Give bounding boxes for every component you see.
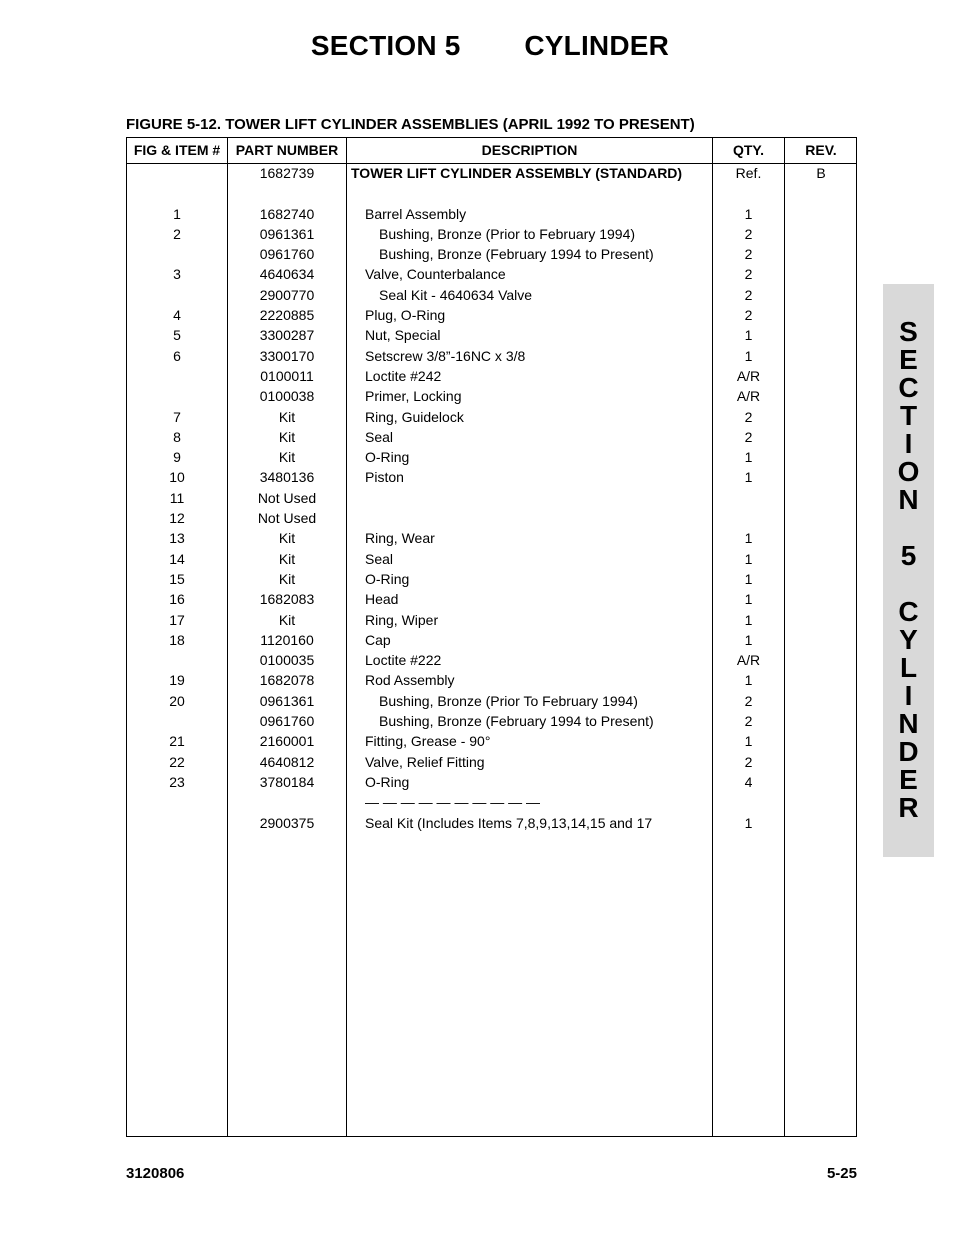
part-number-cell: 2900770 xyxy=(259,286,315,303)
table-row xyxy=(127,407,856,427)
part-number-cell: Kit xyxy=(278,570,296,587)
part-number-cell: 1682740 xyxy=(259,205,315,222)
table-row xyxy=(127,325,856,345)
description-cell: Valve, Relief Fitting xyxy=(365,753,485,770)
fig-item-cell: 19 xyxy=(169,672,185,689)
description-cell: Ring, Wear xyxy=(365,530,435,547)
qty-cell: 4 xyxy=(744,773,753,790)
table-row xyxy=(127,386,856,406)
qty-cell: 1 xyxy=(744,327,753,344)
description-cell: Valve, Counterbalance xyxy=(365,266,506,283)
part-number-cell: 3780184 xyxy=(259,773,315,790)
side-tab-spacer xyxy=(883,514,934,542)
part-number-cell: Kit xyxy=(278,530,296,547)
description-cell: Rod Assembly xyxy=(365,672,455,689)
table-row xyxy=(127,752,856,772)
side-tab-letter: I xyxy=(904,680,913,711)
table-row xyxy=(127,285,856,305)
part-number-cell: Not Used xyxy=(257,489,317,506)
part-number-cell: Kit xyxy=(278,428,296,445)
header-description: DESCRIPTION xyxy=(481,142,578,158)
description-cell: Seal xyxy=(365,550,394,567)
fig-item-cell: 3 xyxy=(173,266,181,283)
qty-cell: 1 xyxy=(744,814,753,831)
description-cell: Head xyxy=(365,591,399,608)
side-tab-letter: N xyxy=(898,484,919,515)
table-row xyxy=(127,650,856,670)
fig-item-cell: 12 xyxy=(169,510,185,527)
qty-cell: 2 xyxy=(744,428,753,445)
part-number-cell: Kit xyxy=(278,408,296,425)
description-cell: Setscrew 3/8”-16NC x 3/8 xyxy=(365,347,526,364)
description-cell: Cap xyxy=(365,631,391,648)
part-number-cell: 0961361 xyxy=(259,692,315,709)
document-number: 3120806 xyxy=(126,1165,185,1182)
description-cell: — — — — — — — — — — xyxy=(365,794,541,811)
part-number-cell: 0100038 xyxy=(259,388,315,405)
part-number-cell: 1682739 xyxy=(259,165,315,181)
fig-item-cell: 14 xyxy=(169,550,185,567)
part-number-cell: 0961361 xyxy=(259,225,315,242)
table-row xyxy=(127,549,856,569)
side-tab-letter: T xyxy=(899,400,918,431)
part-number-cell: 0100035 xyxy=(259,652,315,669)
table-row xyxy=(127,630,856,650)
part-number-cell: 0961760 xyxy=(259,713,315,730)
side-tab-letter: S xyxy=(899,316,918,347)
qty-cell: 1 xyxy=(744,591,753,608)
header-fig-item: FIG & ITEM # xyxy=(133,142,221,158)
table-row xyxy=(127,610,856,630)
part-number-cell: Kit xyxy=(278,550,296,567)
fig-item-cell: 18 xyxy=(169,631,185,648)
fig-item-cell: 5 xyxy=(173,327,181,344)
description-cell: Bushing, Bronze (Prior to February 1994) xyxy=(379,225,636,242)
description-cell: Seal Kit - 4640634 Valve xyxy=(379,286,533,303)
description-cell: Fitting, Grease - 90° xyxy=(365,733,491,750)
description-cell: Nut, Special xyxy=(365,327,441,344)
qty-cell: 2 xyxy=(744,266,753,283)
part-number-cell: 2160001 xyxy=(259,733,315,750)
table-row xyxy=(127,467,856,487)
part-number-cell: 2900375 xyxy=(259,814,315,831)
fig-item-cell: 7 xyxy=(173,408,181,425)
table-row xyxy=(127,305,856,325)
part-number-cell: 1120160 xyxy=(260,631,314,648)
qty-cell: A/R xyxy=(736,367,761,384)
qty-cell: Ref. xyxy=(735,165,762,181)
part-number-cell: Kit xyxy=(278,611,296,628)
table-row xyxy=(127,569,856,589)
side-tab-label xyxy=(883,318,934,822)
part-number-cell: 1682078 xyxy=(259,672,315,689)
description-cell: O-Ring xyxy=(365,449,410,466)
side-tab-letter: C xyxy=(898,596,919,627)
table-row xyxy=(127,691,856,711)
side-tab-letter: I xyxy=(904,428,913,459)
qty-cell: 1 xyxy=(744,530,753,547)
figure-caption: FIGURE 5-12. TOWER LIFT CYLINDER ASSEMBLIES (APRIL 1992 TO PRESENT) xyxy=(126,116,695,133)
fig-item-cell: 1 xyxy=(173,205,181,222)
fig-item-cell: 13 xyxy=(169,530,185,547)
qty-cell: 2 xyxy=(744,408,753,425)
qty-cell: 2 xyxy=(744,246,753,263)
page-number: 5-25 xyxy=(826,1165,857,1182)
qty-cell: 1 xyxy=(744,611,753,628)
table-row xyxy=(127,813,856,833)
fig-item-cell: 15 xyxy=(169,570,185,587)
table-row xyxy=(127,346,856,366)
part-number-cell: 0961760 xyxy=(259,246,315,263)
qty-cell: A/R xyxy=(736,388,761,405)
fig-item-cell: 8 xyxy=(173,428,181,445)
part-number-cell: Not Used xyxy=(257,510,317,527)
table-row xyxy=(127,447,856,467)
side-tab-spacer xyxy=(883,570,934,598)
qty-cell: 2 xyxy=(744,286,753,303)
table-row xyxy=(127,528,856,548)
side-tab-letter: D xyxy=(898,736,919,767)
table-row xyxy=(127,183,856,203)
table-row xyxy=(127,731,856,751)
qty-cell: A/R xyxy=(736,652,761,669)
description-cell: Primer, Locking xyxy=(365,388,462,405)
side-tab-letter: Y xyxy=(899,624,918,655)
fig-item-cell: 10 xyxy=(169,469,185,486)
description-cell: Bushing, Bronze (February 1994 to Present) xyxy=(379,713,654,730)
part-number-cell: 3480136 xyxy=(259,469,315,486)
rev-cell: B xyxy=(816,165,826,181)
qty-cell: 1 xyxy=(744,205,753,222)
table-body xyxy=(127,163,856,833)
fig-item-cell: 20 xyxy=(169,692,185,709)
fig-item-cell: 6 xyxy=(173,347,181,364)
qty-cell: 2 xyxy=(744,692,753,709)
fig-item-cell: 9 xyxy=(173,449,181,466)
description-cell: Loctite #242 xyxy=(365,367,442,384)
description-cell: Barrel Assembly xyxy=(365,205,467,222)
description-cell: Ring, Guidelock xyxy=(365,408,464,425)
table-row xyxy=(127,488,856,508)
description-cell: Piston xyxy=(365,469,404,486)
description-cell: TOWER LIFT CYLINDER ASSEMBLY (STANDARD) xyxy=(351,165,683,181)
qty-cell: 2 xyxy=(744,713,753,730)
description-cell: O-Ring xyxy=(365,570,410,587)
part-number-cell: 3300287 xyxy=(259,327,315,344)
part-number-cell: Kit xyxy=(278,449,296,466)
side-tab-letter: L xyxy=(899,652,918,683)
part-number-cell: 2220885 xyxy=(259,307,315,324)
table-row xyxy=(127,163,856,183)
part-number-cell: 4640812 xyxy=(259,753,315,770)
fig-item-cell: 2 xyxy=(173,225,181,242)
table-row xyxy=(127,772,856,792)
fig-item-cell: 17 xyxy=(169,611,185,628)
header-qty: QTY. xyxy=(732,142,765,158)
table-row xyxy=(127,427,856,447)
page-title: SECTION 5 CYLINDER xyxy=(310,30,670,61)
fig-item-cell: 21 xyxy=(169,733,185,750)
description-cell: O-Ring xyxy=(365,773,410,790)
qty-cell: 1 xyxy=(744,672,753,689)
part-number-cell: 1682083 xyxy=(259,591,315,608)
table-row xyxy=(127,224,856,244)
side-tab-letter: E xyxy=(899,764,918,795)
table-header-row xyxy=(127,138,856,164)
table-row xyxy=(127,711,856,731)
side-tab-letter: C xyxy=(898,372,919,403)
side-tab-letter: E xyxy=(899,344,918,375)
description-cell: Ring, Wiper xyxy=(365,611,439,628)
fig-item-cell: 22 xyxy=(169,753,185,770)
table-row xyxy=(127,366,856,386)
section-side-tab[interactable] xyxy=(883,284,934,857)
side-tab-letter: N xyxy=(898,708,919,739)
description-cell: Bushing, Bronze (February 1994 to Present) xyxy=(379,246,654,263)
fig-item-cell: 4 xyxy=(173,307,181,324)
description-cell: Seal xyxy=(365,428,394,445)
description-cell: Loctite #222 xyxy=(365,652,442,669)
header-part-number: PART NUMBER xyxy=(235,142,339,158)
table-row xyxy=(127,792,856,812)
side-tab-letter: 5 xyxy=(900,540,917,571)
qty-cell: 1 xyxy=(744,469,753,486)
fig-item-cell: 16 xyxy=(169,591,185,608)
table-row xyxy=(127,264,856,284)
qty-cell: 1 xyxy=(744,449,753,466)
qty-cell: 2 xyxy=(744,225,753,242)
fig-item-cell: 11 xyxy=(169,489,185,506)
table-row xyxy=(127,589,856,609)
qty-cell: 2 xyxy=(744,753,753,770)
parts-table xyxy=(126,137,857,1137)
part-number-cell: 4640634 xyxy=(259,266,315,283)
part-number-cell: 0100011 xyxy=(260,367,314,384)
table-row xyxy=(127,244,856,264)
header-rev: REV. xyxy=(805,142,837,158)
qty-cell: 1 xyxy=(744,570,753,587)
qty-cell: 1 xyxy=(744,347,753,364)
qty-cell: 1 xyxy=(744,733,753,750)
fig-item-cell: 23 xyxy=(169,773,185,790)
table-row xyxy=(127,508,856,528)
qty-cell: 1 xyxy=(744,631,753,648)
table-row xyxy=(127,670,856,690)
qty-cell: 2 xyxy=(744,307,753,324)
table-row xyxy=(127,204,856,224)
side-tab-letter: R xyxy=(898,792,919,823)
description-cell: Bushing, Bronze (Prior To February 1994) xyxy=(379,692,638,709)
part-number-cell: 3300170 xyxy=(259,347,315,364)
description-cell: Seal Kit (Includes Items 7,8,9,13,14,15 and 17 xyxy=(365,814,653,831)
description-cell: Plug, O-Ring xyxy=(365,307,446,324)
qty-cell: 1 xyxy=(744,550,753,567)
side-tab-letter: O xyxy=(897,456,920,487)
